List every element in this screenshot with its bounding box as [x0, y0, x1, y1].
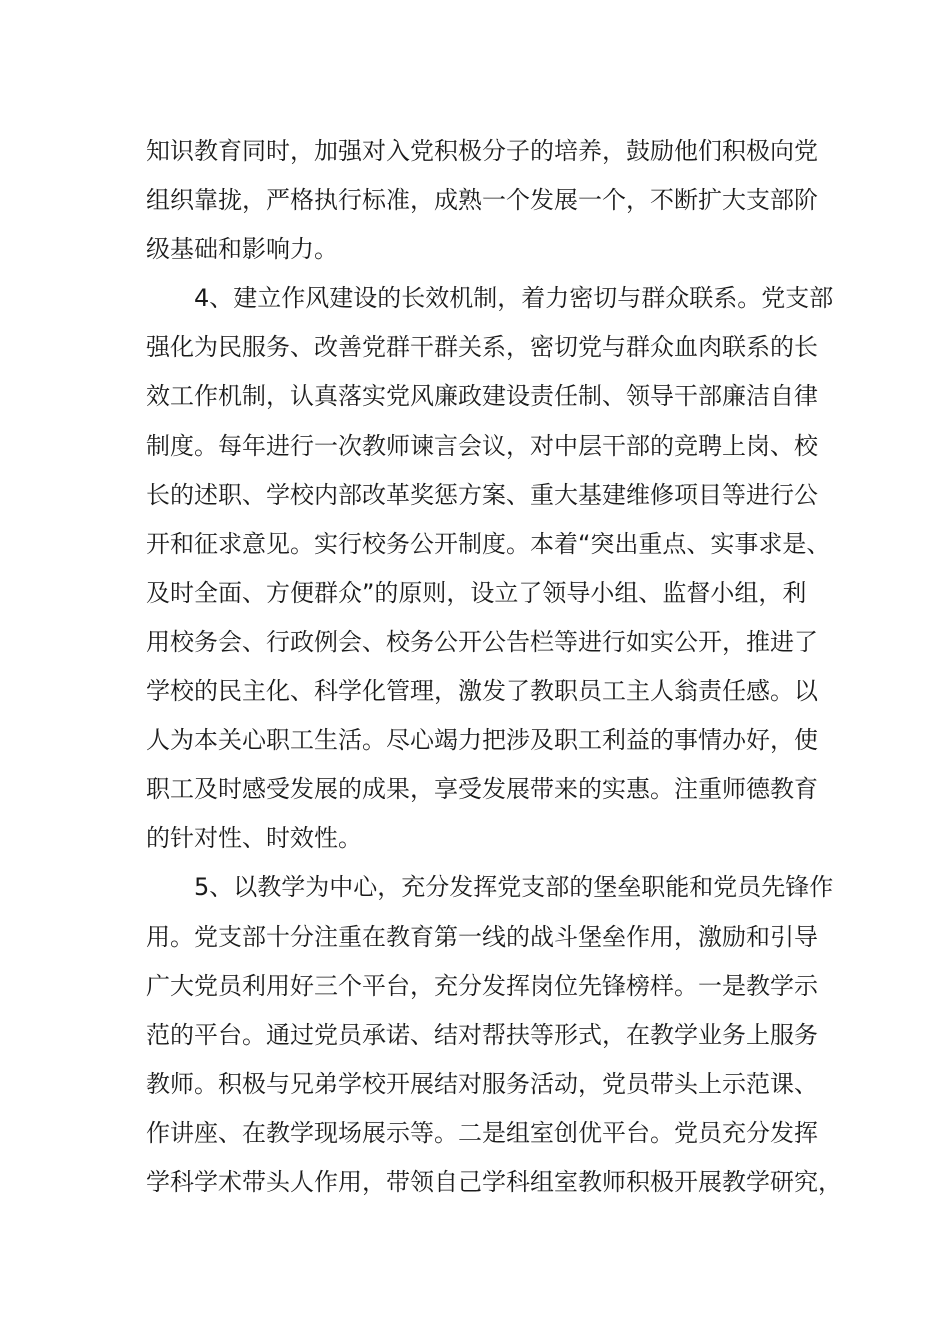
text-line: 教师。积极与兄弟学校开展结对服务活动，党员带头上示范课、 [146, 1069, 818, 1098]
text-line: 制度。每年进行一次教师谏言会议，对中层干部的竞聘上岗、校 [146, 431, 818, 460]
text-line: 用校务会、行政例会、校务公开公告栏等进行如实公开，推进了 [146, 627, 818, 656]
text-line: 效工作机制，认真落实党风廉政建设责任制、领导干部廉洁自律 [146, 382, 818, 411]
paragraph-start-line: 4、建立作风建设的长效机制，着力密切与群众联系。党支部 [194, 284, 834, 313]
text-line: 组织靠拢，严格执行标准，成熟一个发展一个，不断扩大支部阶 [146, 186, 818, 215]
text-line: 学科学术带头人作用，带领自己学科组室教师积极开展教学研究， [146, 1167, 842, 1196]
text-line: 强化为民服务、改善党群干群关系，密切党与群众血肉联系的长 [146, 333, 818, 362]
text-line: 学校的民主化、科学化管理，激发了教职员工主人翁责任感。以 [146, 677, 818, 706]
text-line: 级基础和影响力。 [146, 235, 338, 264]
paragraph-start-line: 5、以教学为中心，充分发挥党支部的堡垒职能和党员先锋作 [194, 873, 834, 902]
text-line: 范的平台。通过党员承诺、结对帮扶等形式，在教学业务上服务 [146, 1020, 818, 1049]
text-line: 的针对性、时效性。 [146, 824, 362, 853]
text-line: 长的述职、学校内部改革奖惩方案、重大基建维修项目等进行公 [146, 480, 818, 509]
text-line: 开和征求意见。实行校务公开制度。本着“突出重点、实事求是、 [146, 529, 831, 558]
text-line: 职工及时感受发展的成果，享受发展带来的实惠。注重师德教育 [146, 775, 818, 804]
text-line: 广大党员利用好三个平台，充分发挥岗位先锋榜样。一是教学示 [146, 971, 818, 1000]
body-text [146, 127, 842, 1207]
text-line: 用。党支部十分注重在教育第一线的战斗堡垒作用，激励和引导 [146, 922, 818, 951]
text-line: 知识教育同时，加强对入党积极分子的培养，鼓励他们积极向党 [146, 137, 818, 165]
text-line: 及时全面、方便群众”的原则，设立了领导小组、监督小组，利 [146, 578, 807, 607]
text-line: 作讲座、在教学现场展示等。二是组室创优平台。党员充分发挥 [146, 1118, 818, 1147]
text-line: 人为本关心职工生活。尽心竭力把涉及职工利益的事情办好，使 [146, 726, 818, 755]
